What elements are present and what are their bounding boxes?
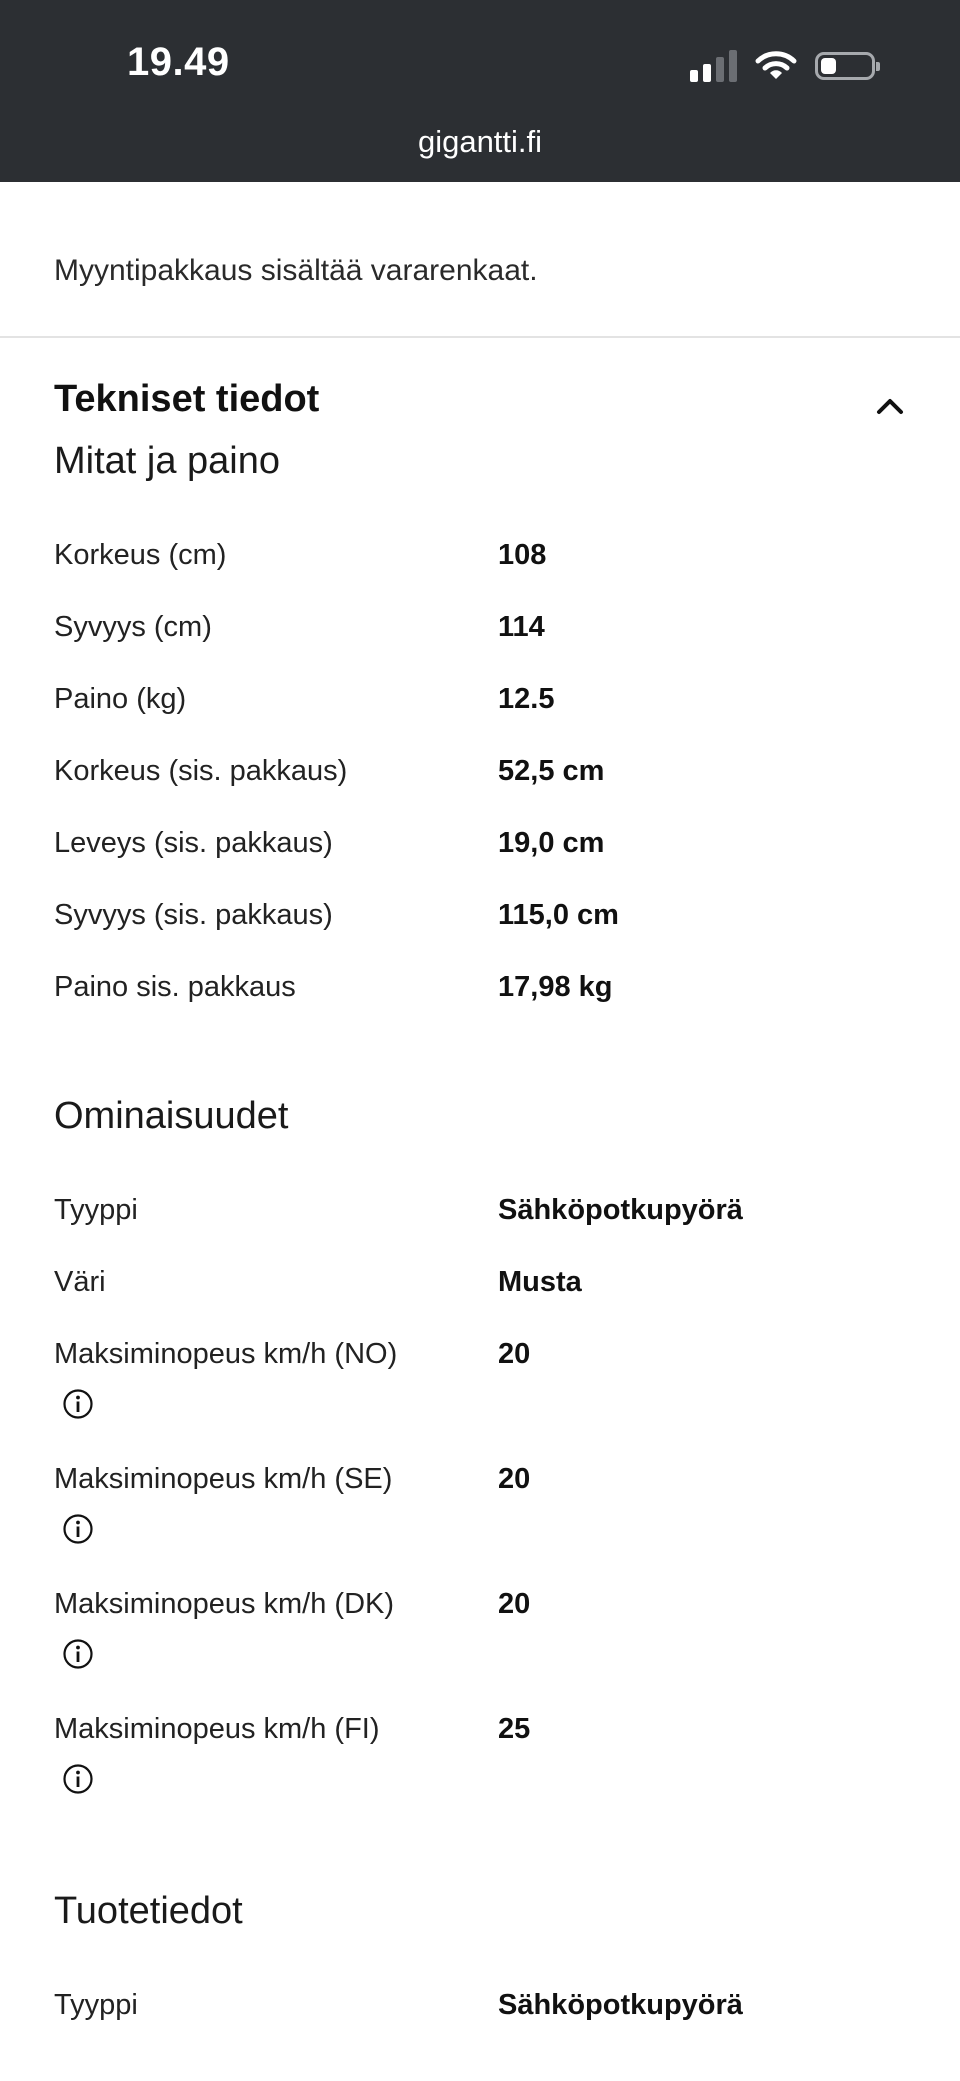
- battery-icon: [815, 52, 875, 80]
- spec-group-features: [0, 1095, 960, 1834]
- table-row: [54, 607, 906, 679]
- spec-value: Musta: [498, 1266, 582, 1298]
- spec-label: Maksiminopeus km/h (NO): [54, 1338, 398, 1370]
- info-icon[interactable]: [62, 1763, 94, 1795]
- spec-value: Sähköpotkupyörä: [498, 1989, 743, 2021]
- status-time: 19.49: [127, 40, 230, 84]
- tech-specs-title: Tekniset tiedot: [54, 378, 320, 420]
- url-bar[interactable]: gigantti.fi: [417, 124, 543, 159]
- spec-value: 20: [498, 1463, 531, 1495]
- status-bar: [0, 0, 960, 182]
- spec-label: Paino (kg): [54, 683, 187, 715]
- wifi-icon: [755, 50, 797, 82]
- spec-value: 19,0 cm: [498, 827, 605, 859]
- package-note: Myyntipakkaus sisältää vararenkaat.: [0, 182, 960, 338]
- spec-table: [0, 535, 960, 1039]
- spec-value: Sähköpotkupyörä: [498, 1194, 743, 1226]
- spec-label: Tyyppi: [54, 1989, 138, 2021]
- spec-value: 115,0 cm: [498, 899, 619, 931]
- spec-value: 108: [498, 539, 547, 571]
- spec-value: 114: [498, 611, 545, 643]
- spec-value: 25: [498, 1713, 531, 1745]
- status-icons: [690, 46, 875, 86]
- table-row: [54, 967, 906, 1039]
- spec-label-with-info: [54, 1334, 498, 1459]
- spec-label: Leveys (sis. pakkaus): [54, 827, 333, 859]
- spec-value: 20: [498, 1338, 531, 1370]
- table-row: [54, 1459, 906, 1584]
- table-row: [54, 1584, 906, 1709]
- spec-group-dimensions: [0, 440, 960, 1039]
- info-icon[interactable]: [62, 1638, 94, 1670]
- spec-label-with-info: [54, 1584, 498, 1709]
- cellular-signal-icon: [690, 50, 737, 82]
- spec-label: Maksiminopeus km/h (FI): [54, 1713, 380, 1745]
- table-row: [54, 679, 906, 751]
- spec-value: 52,5 cm: [498, 755, 605, 787]
- spec-label: Väri: [54, 1266, 106, 1298]
- spec-label-with-info: [54, 1709, 498, 1834]
- table-row: [54, 1262, 906, 1334]
- table-row: [54, 1709, 906, 1834]
- spec-table: [0, 1190, 960, 1834]
- group-title: Mitat ja paino: [54, 440, 281, 482]
- spec-label: Maksiminopeus km/h (SE): [54, 1463, 393, 1495]
- spec-value: 17,98 kg: [498, 971, 613, 1003]
- tech-specs-header[interactable]: [0, 338, 960, 438]
- spec-label: Korkeus (sis. pakkaus): [54, 755, 348, 787]
- spec-label: Korkeus (cm): [54, 539, 227, 571]
- table-row: [54, 1334, 906, 1459]
- spec-label: Tyyppi: [54, 1194, 138, 1226]
- spec-group-product-info: [0, 1890, 960, 2057]
- spec-value: 20: [498, 1588, 531, 1620]
- info-icon[interactable]: [62, 1513, 94, 1545]
- group-title: Tuotetiedot: [54, 1890, 243, 1932]
- table-row: [54, 751, 906, 823]
- chevron-up-icon[interactable]: [875, 396, 905, 416]
- spec-label: Syvyys (cm): [54, 611, 212, 643]
- table-row: [54, 1190, 906, 1262]
- spec-label: Maksiminopeus km/h (DK): [54, 1588, 395, 1620]
- table-row: [54, 535, 906, 607]
- spec-label-with-info: [54, 1459, 498, 1584]
- table-row: [54, 1985, 906, 2057]
- spec-table: [0, 1985, 960, 2057]
- spec-value: 12.5: [498, 683, 555, 715]
- group-title: Ominaisuudet: [54, 1095, 289, 1137]
- table-row: [54, 823, 906, 895]
- page-content: [0, 182, 960, 2057]
- spec-label: Paino sis. pakkaus: [54, 971, 296, 1003]
- table-row: [54, 895, 906, 967]
- info-icon[interactable]: [62, 1388, 94, 1420]
- spec-label: Syvyys (sis. pakkaus): [54, 899, 333, 931]
